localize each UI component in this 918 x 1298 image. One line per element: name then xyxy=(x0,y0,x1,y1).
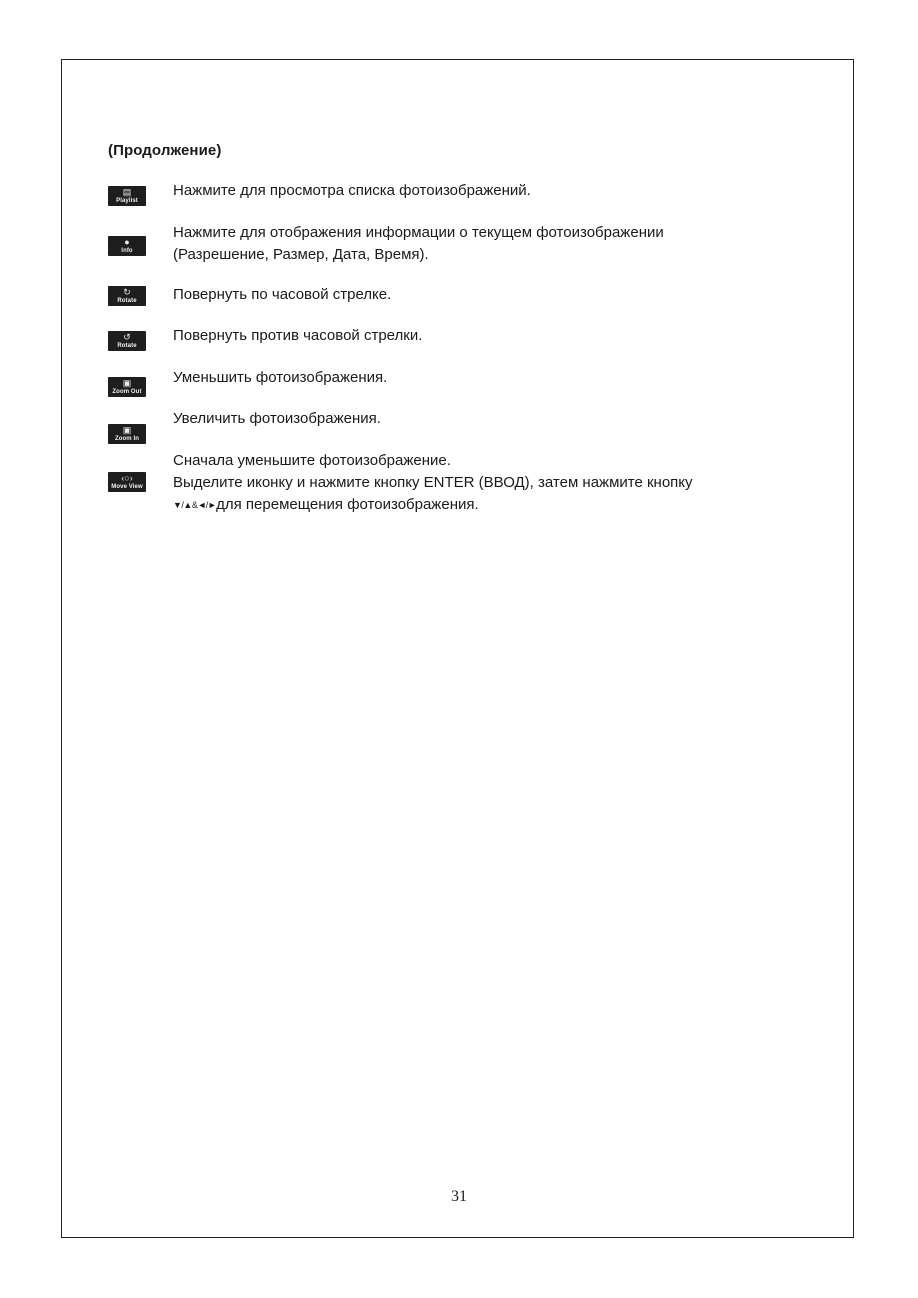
item-description: Увеличить фотоизображения. xyxy=(173,410,381,427)
section-title: (Продолжение) xyxy=(108,142,222,159)
item-description: Уменьшить фотоизображения. xyxy=(173,369,388,386)
zoom-in-icon: ▣ Zoom In xyxy=(108,424,146,444)
info-icon: ● Info xyxy=(108,236,146,256)
item-description: Сначала уменьшите фотоизображение. Выделите иконку и нажмите кнопку ENTER (ВВОД), затем нажмите кнопку ▼/▲&◄/►для перемещения фотоизображения. xyxy=(173,452,693,513)
item-description: Нажмите для просмотра списка фотоизображений. xyxy=(173,182,531,199)
playlist-icon: ▤ Playlist xyxy=(108,186,146,206)
arrow-keys-icon: ▼/▲&◄/► xyxy=(173,500,217,510)
move-view-icon: ‹○› Move View xyxy=(108,472,146,492)
item-description: Повернуть по часовой стрелке. xyxy=(173,286,392,303)
rotate-clockwise-icon: ↻ Rotate xyxy=(108,286,146,306)
page-number: 31 xyxy=(451,1188,467,1205)
item-description: Повернуть против часовой стрелки. xyxy=(173,327,423,344)
zoom-out-icon: ▣ Zoom Out xyxy=(108,377,146,397)
item-description: Нажмите для отображения информации о текущем фотоизображении (Разрешение, Размер, Дата, Время). xyxy=(173,224,664,263)
rotate-counterclockwise-icon: ↺ Rotate xyxy=(108,331,146,351)
